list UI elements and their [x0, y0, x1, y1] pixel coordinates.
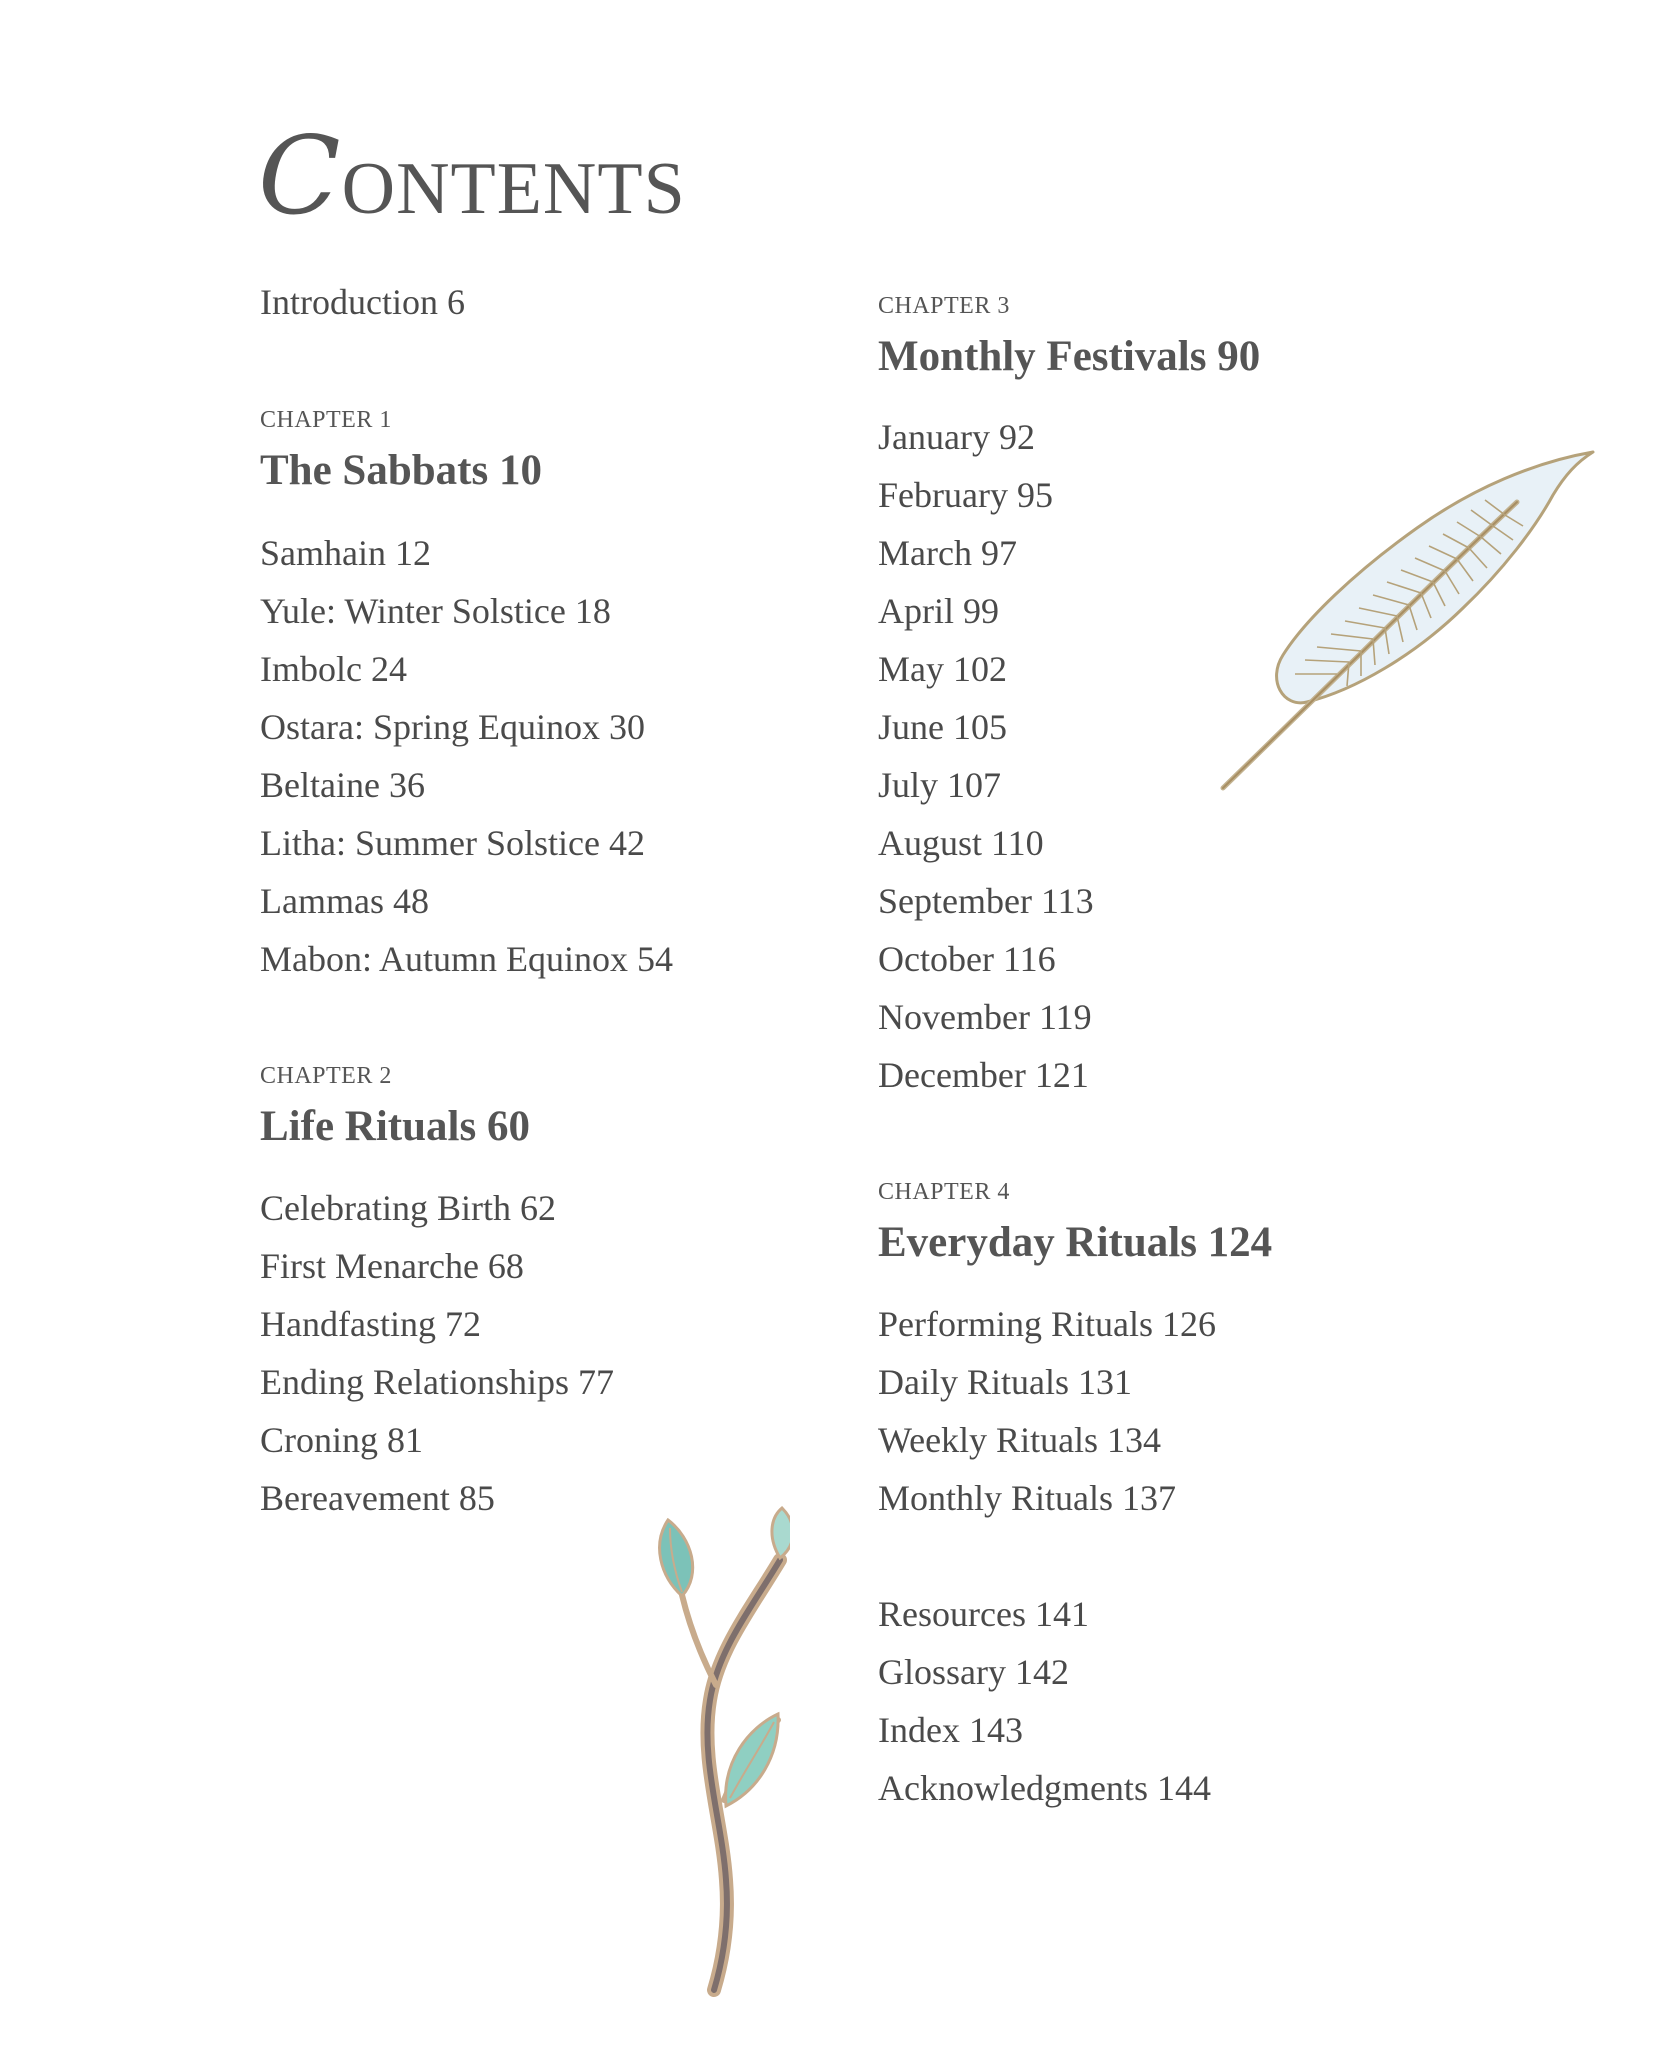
toc-entry[interactable]: April 99 [878, 591, 999, 631]
toc-entry[interactable]: Bereavement 85 [260, 1478, 495, 1518]
toc-entry[interactable]: Mabon: Autumn Equinox 54 [260, 939, 673, 979]
toc-entry[interactable]: March 97 [878, 533, 1017, 573]
chapter-1-title[interactable]: The Sabbats 10 [260, 447, 542, 494]
toc-entry[interactable]: Celebrating Birth 62 [260, 1188, 556, 1228]
toc-entry[interactable]: Beltaine 36 [260, 765, 425, 805]
chapter-2-title[interactable]: Life Rituals 60 [260, 1103, 530, 1150]
chapter-2-label: CHAPTER 2 [260, 1063, 392, 1089]
toc-entry[interactable]: October 116 [878, 939, 1056, 979]
chapter-3-label: CHAPTER 3 [878, 293, 1010, 319]
toc-entry[interactable]: Performing Rituals 126 [878, 1304, 1216, 1344]
feather-icon [1205, 440, 1605, 800]
toc-entry-glossary[interactable]: Glossary 142 [878, 1652, 1069, 1692]
toc-entry[interactable]: June 105 [878, 707, 1007, 747]
toc-entry[interactable]: November 119 [878, 997, 1092, 1037]
toc-entry[interactable]: Yule: Winter Solstice 18 [260, 591, 611, 631]
chapter-4-title[interactable]: Everyday Rituals 124 [878, 1219, 1273, 1266]
chapter-4-label: CHAPTER 4 [878, 1179, 1010, 1205]
toc-entry[interactable]: January 92 [878, 417, 1035, 457]
toc-entry[interactable]: September 113 [878, 881, 1094, 921]
toc-entry[interactable]: Ostara: Spring Equinox 30 [260, 707, 645, 747]
toc-entry[interactable]: August 110 [878, 823, 1044, 863]
chapter-3-title[interactable]: Monthly Festivals 90 [878, 333, 1261, 380]
title-rest: ONTENTS [341, 148, 686, 230]
toc-entry[interactable]: Litha: Summer Solstice 42 [260, 823, 645, 863]
toc-entry-index[interactable]: Index 143 [878, 1710, 1023, 1750]
toc-entry-acknowledgments[interactable]: Acknowledgments 144 [878, 1768, 1211, 1808]
sprig-icon [630, 1500, 790, 2000]
toc-entry[interactable]: First Menarche 68 [260, 1246, 524, 1286]
toc-entry[interactable]: February 95 [878, 475, 1053, 515]
toc-entry[interactable]: July 107 [878, 765, 1002, 805]
toc-entry[interactable]: Weekly Rituals 134 [878, 1420, 1162, 1460]
toc-entry-resources[interactable]: Resources 141 [878, 1594, 1089, 1634]
toc-entry[interactable]: Lammas 48 [260, 881, 429, 921]
title-initial: C [258, 114, 342, 239]
toc-entry[interactable]: Imbolc 24 [260, 649, 407, 689]
chapter-1-label: CHAPTER 1 [260, 407, 392, 433]
toc-entry[interactable]: Ending Relationships 77 [260, 1362, 614, 1402]
toc-entry[interactable]: Handfasting 72 [260, 1304, 481, 1344]
toc-entry[interactable]: Daily Rituals 131 [878, 1362, 1132, 1402]
page-title [258, 114, 686, 244]
toc-entry[interactable]: Monthly Rituals 137 [878, 1478, 1177, 1518]
toc-entry[interactable]: May 102 [878, 649, 1007, 689]
toc-entry[interactable]: December 121 [878, 1055, 1089, 1095]
toc-entry[interactable]: Samhain 12 [260, 533, 431, 573]
toc-entry[interactable]: Croning 81 [260, 1420, 424, 1460]
toc-entry-introduction[interactable]: Introduction 6 [260, 282, 465, 322]
